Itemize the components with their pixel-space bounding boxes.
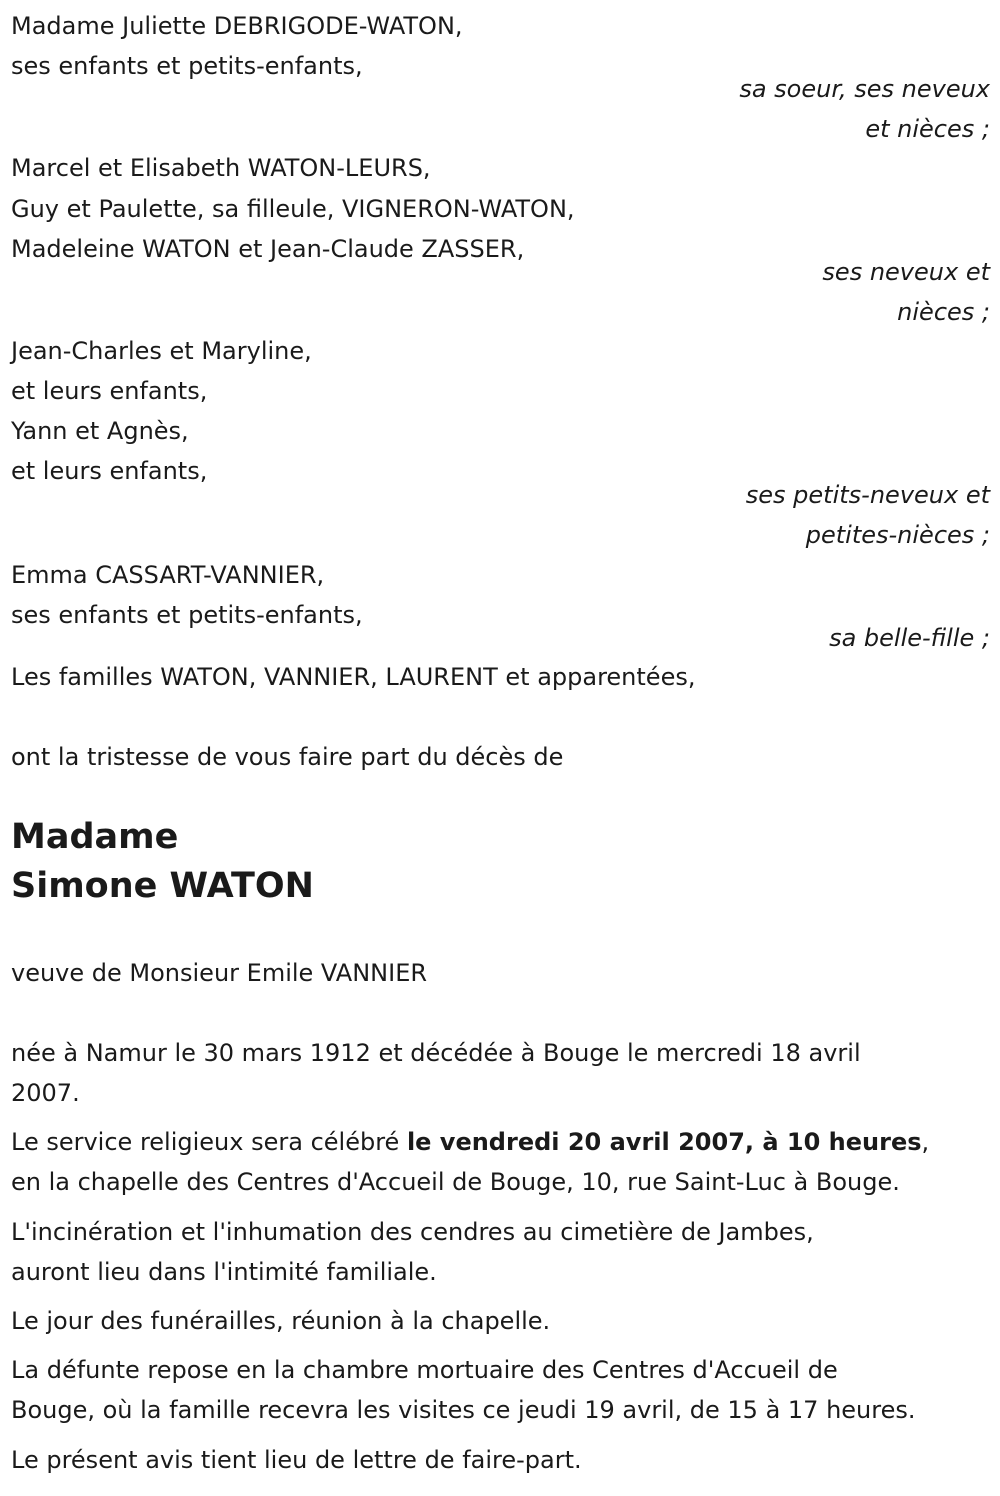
relation-label: sa soeur, ses neveux: [739, 75, 990, 103]
family-line: Marcel et Elisabeth WATON-LEURS,: [11, 154, 431, 182]
family-line: ses enfants et petits-enfants,: [11, 601, 363, 629]
visits-line: La défunte repose en la chambre mortuaire des Centres d'Accueil de: [11, 1356, 838, 1384]
widow-of: veuve de Monsieur Emile VANNIER: [11, 959, 428, 987]
service-suffix: ,: [921, 1128, 930, 1156]
relation-label: ses neveux et: [822, 258, 990, 286]
cremation-line: L'incinération et l'inhumation des cendres au cimetière de Jambes,: [11, 1218, 814, 1246]
birth-death-line: née à Namur le 30 mars 1912 et décédée à Bouge le mercredi 18 avril: [11, 1039, 861, 1067]
relation-label: et nièces ;: [865, 115, 990, 143]
relation-label: nièces ;: [897, 298, 990, 326]
family-line: ses enfants et petits-enfants,: [11, 52, 363, 80]
birth-death-line: 2007.: [11, 1079, 80, 1107]
relation-label: ses petits-neveux et: [745, 481, 990, 509]
reunion-line: Le jour des funérailles, réunion à la chapelle.: [11, 1307, 551, 1335]
family-line: Guy et Paulette, sa filleule, VIGNERON-WATON,: [11, 195, 575, 223]
deceased-name: Simone WATON: [11, 866, 314, 906]
family-line: Madame Juliette DEBRIGODE-WATON,: [11, 12, 463, 40]
family-line: Madeleine WATON et Jean-Claude ZASSER,: [11, 235, 525, 263]
cremation-line: auront lieu dans l'intimité familiale.: [11, 1258, 437, 1286]
family-line: Emma CASSART-VANNIER,: [11, 561, 325, 589]
service-line: [11, 1122, 929, 1162]
service-date: le vendredi 20 avril 2007, à 10 heures: [406, 1128, 922, 1156]
deceased-title: Madame: [11, 817, 179, 857]
families-line: Les familles WATON, VANNIER, LAURENT et apparentées,: [11, 663, 696, 691]
family-line: et leurs enfants,: [11, 377, 208, 405]
family-line: Yann et Agnès,: [11, 417, 189, 445]
closing-line: Le présent avis tient lieu de lettre de faire-part.: [11, 1446, 582, 1474]
relation-label: petites-nièces ;: [805, 521, 990, 549]
family-line: et leurs enfants,: [11, 457, 208, 485]
family-line: Jean-Charles et Maryline,: [11, 337, 312, 365]
service-prefix: Le service religieux sera célébré: [11, 1128, 407, 1156]
visits-line: Bouge, où la famille recevra les visites ce jeudi 19 avril, de 15 à 17 heures.: [11, 1396, 916, 1424]
relation-label: sa belle-fille ;: [829, 624, 990, 652]
announcement: ont la tristesse de vous faire part du décès de: [11, 743, 564, 771]
service-place: en la chapelle des Centres d'Accueil de Bouge, 10, rue Saint-Luc à Bouge.: [11, 1168, 900, 1196]
